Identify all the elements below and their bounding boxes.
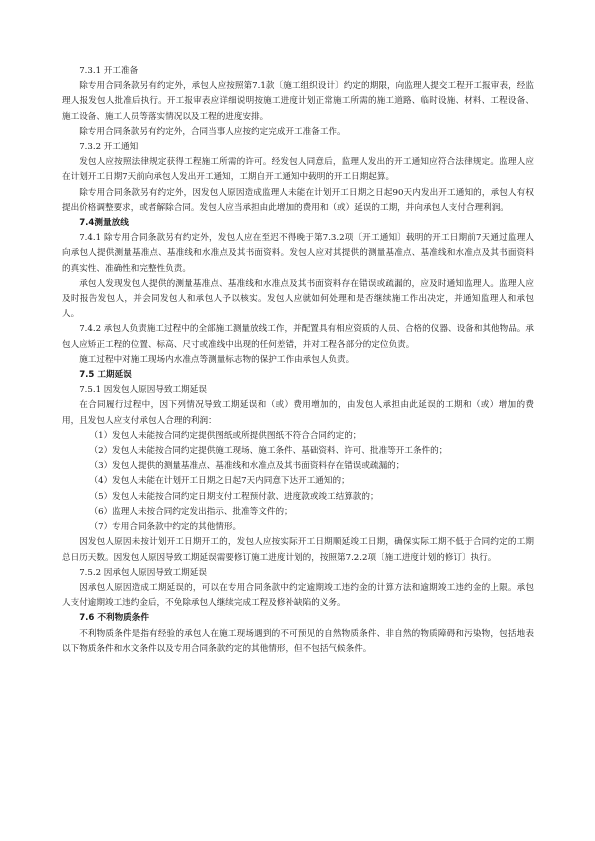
list-item: （4）发包人未能在计划开工日期之日起7天内同意下达开工通知的； — [89, 476, 350, 487]
section-7-5-title: 7.5 工期延误 — [79, 370, 132, 381]
section-7-5-1-paragraph-2: 因发包人原因未按计划开工日期开工的，发包人应按实际开工日期顺延竣工日期，确保实际工期不低于合同约定的工期总日历天数。因发包人原因导致工期延误需要修订施工进度计划的，按照第7.2.2项〔施工进度计划的修订〕执行。 — [62, 537, 534, 563]
section-7-3-1-paragraph-2: 除专用合同条款另有约定外，合同当事人应按约定完成开工准备工作。 — [79, 126, 346, 137]
section-7-3-1-paragraph-1: 除专用合同条款另有约定外，承包人应按照第7.1款〔施工组织设计〕约定的期限，向监理人提交工程开工报审表，经监理人报发包人批准后执行。开工报审表应详细说明按施工进度计划正常施工所需的施工道路、临时设施、材料、工程设备、施工设备、施工人员等落实情况以及工程的进度安排。 — [62, 81, 534, 122]
section-7-5-1-title: 7.5.1 因发包人原因导致工期延误 — [79, 385, 207, 396]
list-item: （3）发包人提供的测量基准点、基准线和水准点及其书面资料存在错误或疏漏的； — [89, 461, 405, 472]
section-7-3-1-title: 7.3.1 开工准备 — [79, 66, 139, 76]
section-7-5-1-paragraph-1: 在合同履行过程中，因下列情况导致工期延误和（或）费用增加的，由发包人承担由此延误的工期和（或）增加的费用，且发包人应支付承包人合理的利润： — [62, 400, 534, 426]
section-7-4-2-paragraph-2: 施工过程中对施工现场内水准点等测量标志物的保护工作由承包人负责。 — [79, 354, 355, 365]
section-7-5-2-title: 7.5.2 因承包人原因导致工期延误 — [79, 567, 207, 578]
section-7-3-2-paragraph-2: 除专用合同条款另有约定外，因发包人原因造成监理人未能在计划开工日期之日起90天内发出开工通知的，承包人有权提出价格调整要求，或者解除合同。发包人应当承担由此增加的费用和（或）延误的工期，并向承包人支付合理利润。 — [62, 187, 534, 213]
list-item: （7）专用合同条款中约定的其他情形。 — [89, 522, 242, 533]
section-7-4-title: 7.4测量放线 — [79, 218, 129, 229]
document-page — [62, 64, 534, 657]
section-7-6-title: 7.6 不利物质条件 — [79, 613, 149, 624]
section-7-3-2-title: 7.3.2 开工通知 — [79, 142, 139, 153]
section-7-4-1-paragraph-1: 7.4.1 除专用合同条款另有约定外，发包人应在至迟不得晚于第7.3.2项〔开工通知〕载明的开工日期前7天通过监理人向承包人提供测量基准点、基准线和水准点及其书面资料。发包人应对其提供的测量基准点、基准线和水准点及其书面资料的真实性、准确性和完整性负责。 — [62, 233, 534, 274]
section-7-5-2-paragraph-1: 因承包人原因造成工期延误的，可以在专用合同条款中约定逾期竣工违约金的计算方法和逾期竣工违约金的上限。承包人支付逾期竣工违约金后，不免除承包人继续完成工程及修补缺陷的义务。 — [62, 582, 534, 609]
list-item: （5）发包人未能按合同约定日期支付工程预付款、进度款或竣工结算款的； — [89, 491, 379, 502]
section-7-4-1-paragraph-2: 承包人发现发包人提供的测量基准点、基准线和水准点及其书面资料存在错误或疏漏的，应及时通知监理人。监理人应及时报告发包人，并会同发包人和承包人予以核实。发包人应就如何处理和是否继续施工作出决定，并通知监理人和承包人。 — [62, 278, 534, 320]
section-7-3-2-paragraph-1: 发包人应按照法律规定获得工程施工所需的许可。经发包人同意后，监理人发出的开工通知应符合法律规定。监理人应在计划开工日期7天前向承包人发出开工通知，工期自开工通知中载明的开工日期起算。 — [62, 157, 534, 183]
list-item: （1）发包人未能按合同约定提供图纸或所提供图纸不符合合同约定的； — [89, 430, 362, 441]
list-item: （6）监理人未按合同约定发出指示、批准等文件的； — [89, 506, 293, 517]
section-7-4-2-paragraph-1: 7.4.2 承包人负责施工过程中的全部施工测量放线工作，并配置具有相应资质的人员、合格的仪器、设备和其他物品。承包人应矫正工程的位置、标高、尺寸或准线中出现的任何差错，并对工程各部分的定位负责。 — [62, 324, 534, 350]
section-7-6-paragraph-1: 不利物质条件是指有经验的承包人在施工现场遇到的不可预见的自然物质条件、非自然的物质障碍和污染物，包括地表以下物质条件和水文条件以及专用合同条款约定的其他情形，但不包括气候条件。 — [62, 628, 534, 654]
list-item: （2）发包人未能按合同约定提供施工现场、施工条件、基础资料、许可、批准等开工条件的； — [89, 446, 448, 457]
